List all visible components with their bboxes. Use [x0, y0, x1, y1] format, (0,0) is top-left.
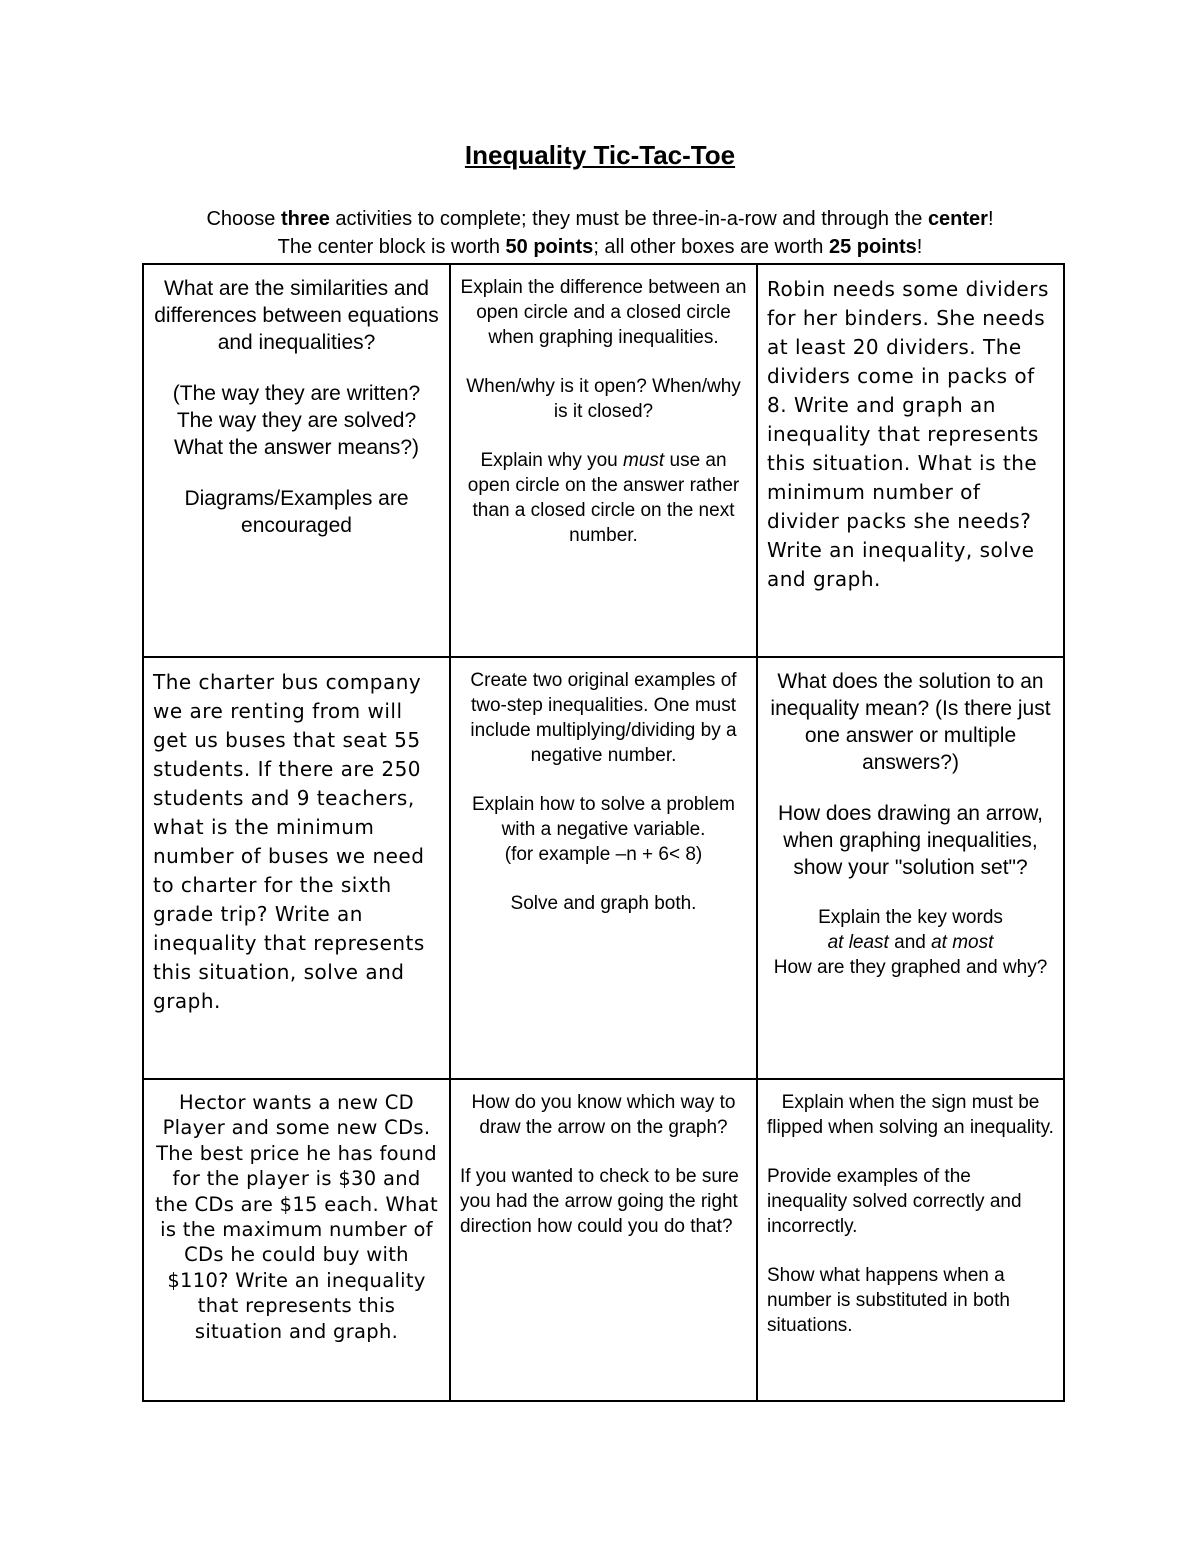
cell-r1c2 [450, 264, 757, 657]
cell-text: Show what happens when a number is substituted in both situations. [767, 1265, 1010, 1336]
cell-r2c2 [450, 657, 757, 1079]
cell-r1c1 [143, 264, 450, 657]
cell-text: (for example –n + 6< 8) [504, 844, 703, 865]
cell-text: (The way they are written? The way they are solved? What the answer means?) [172, 382, 421, 459]
cell-text: Create two original examples of two-step inequalities. One must include multiplying/dividing by a negative number. [470, 670, 737, 766]
cell-r3c1 [143, 1079, 450, 1401]
instructions-line-1: Choose three activities to complete; they must be three-in-a-row and through the center! [206, 208, 994, 230]
cell-text: How does drawing an arrow, when graphing inequalities, show your "solution set"? [778, 802, 1043, 879]
cell-text: If you wanted to check to be sure you had the arrow going the right direction how could you do that? [460, 1166, 739, 1237]
board-row-2 [143, 657, 1064, 1079]
cell-text: How do you know which way to draw the arrow on the graph? [471, 1092, 736, 1138]
cell-text: Provide examples of the inequality solved correctly and incorrectly. [767, 1166, 1022, 1237]
cell-r3c3 [757, 1079, 1064, 1401]
cell-r2c1 [143, 657, 450, 1079]
board-row-1 [143, 264, 1064, 657]
cell-text: Explain the key words [818, 907, 1003, 928]
cell-text: at least and at most [827, 932, 994, 953]
cell-text: Explain why you must use an open circle on the answer rather than a closed circle on the next number. [467, 450, 740, 546]
board-row-3 [143, 1079, 1064, 1401]
tic-tac-toe-board [142, 263, 1065, 1402]
instructions-line-2: The center block is worth 50 points; all other boxes are worth 25 points! [277, 236, 923, 258]
cell-text: The charter bus company we are renting from will get us buses that seat 55 students. If there are 250 students and 9 teachers, what is the minimum number of buses we need to charter for the sixth grade trip? Write an inequality that represents this situation, solve and graph. [153, 670, 425, 1013]
cell-text: How are they graphed and why? [773, 957, 1048, 978]
cell-text: Diagrams/Examples are encouraged [184, 487, 409, 537]
cell-text: Robin needs some dividers for her binders. She needs at least 20 dividers. The dividers come in packs of 8. Write and graph an inequality that represents this situation. What is the minimum number of divider packs she needs? Write an inequality, solve and graph. [767, 277, 1049, 591]
cell-text: Hector wants a new CD Player and some new CDs. The best price he has found for the player is $30 and the CDs are $15 each. What is the maximum number of CDs he could buy with $110? Write an inequality that represents this situation and graph. [155, 1091, 438, 1343]
cell-r1c3 [757, 264, 1064, 657]
cell-text: Explain when the sign must be flipped when solving an inequality. [767, 1092, 1054, 1138]
cell-text: Explain the difference between an open circle and a closed circle when graphing inequalities. [460, 277, 747, 348]
cell-text: What does the solution to an inequality mean? (Is there just one answer or multiple answers?) [770, 670, 1051, 774]
cell-text: When/why is it open? When/why is it closed? [466, 376, 741, 422]
cell-r3c2 [450, 1079, 757, 1401]
page-title: Inequality Tic-Tac-Toe [464, 140, 736, 170]
cell-text: Explain how to solve a problem with a negative variable. [472, 794, 735, 840]
cell-text: Solve and graph both. [510, 893, 697, 914]
cell-text: What are the similarities and differences between equations and inequalities? [154, 277, 439, 354]
instructions [0, 205, 1200, 261]
cell-r2c3 [757, 657, 1064, 1079]
